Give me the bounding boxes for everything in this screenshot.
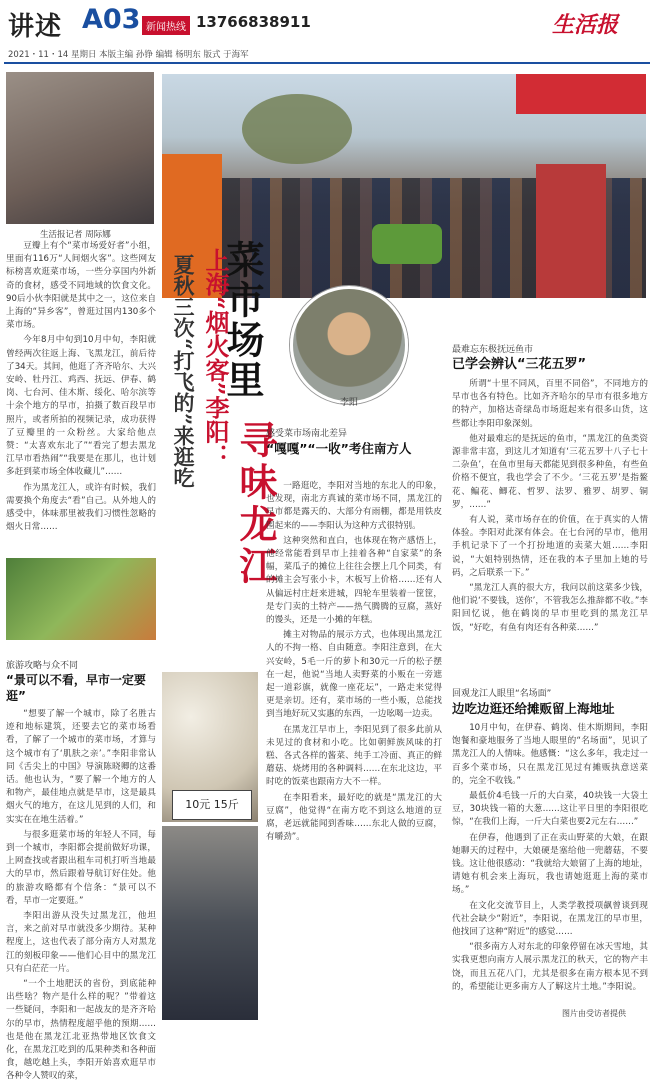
- headline-subtitle-red: 上海“烟火客”李阳：: [201, 248, 230, 468]
- portrait-caption: 李阳: [340, 398, 359, 408]
- newspaper-logo: 生活报: [552, 12, 619, 38]
- lead-paragraph: 今年8月中旬到10月中旬，李阳就曾经两次往返上海、飞黑龙江，前后待了34天。其间，他逛了齐齐哈尔、大兴安岭、牡丹江、鸡西、抚远、伊春、鹤岗、七台河、佳木斯、绥化、哈尔滨等十余个地方的早市，拍摄了数百段早市照片，或者所拍的视频记录，成功获得了豆瓣里的一众粉丝。大家给他点赞：“太喜欢东北了”“看完了想去黑龙江早市看热闹”“我要是在那儿，也计划多赶到菜市场全体收藏儿”……: [6, 335, 156, 478]
- lead-text: [6, 240, 156, 540]
- fish-paragraph: 有人说，菜市场存在的价值，在于真实的人情体验。李阳对此深有体会。在七台河的早市，他用手机记录下了一个打扮地道的卖菜大姐……李阳说，“大姐特别热情，还在我的本子里加上她的号码，之后联系一下。”: [452, 515, 648, 578]
- section-headline-contrast: “嘎嘎”“一收”考住南方人: [266, 441, 412, 456]
- tips-paragraph: “一个土地肥沃的省份，到底能种出些啥？物产是什么样的呢？”带着这一些疑问，李阳和一起战友的是齐齐哈尔的早市，热情程度超乎他的预期……也是他在黑龙江北亚热带地区饮食文化，在黑龙江吃到的瓜果种类和各种面食，越吃越上头，李阳开始喜欢逛早市各种令人赞叹的菜，: [6, 979, 156, 1082]
- portrait-photo: [290, 286, 408, 404]
- fish-paragraph: 所谓“十里不同风，百里不同俗”，不同地方的早市也各有特色。比如齐齐哈尔的早市有很多地方的特产，加格达奇绿岛市场逛起来有很多山货，这些都让李阳印象深刻。: [452, 379, 648, 429]
- fish-text: [452, 378, 648, 678]
- fish-paragraph: 他对最难忘的是抚远的鱼市，“黑龙江的鱼类资源非常丰富，到这儿才知道有‘三花五罗十八子七十二杂鱼’，在鱼市里每天都能见到很多种鱼，有些鱼价格不便宜，我也学会了不少。‘三花五罗’是指鳌花、鳊花、鲫花、哲罗、法罗、雅罗、胡罗、铜罗，……”: [452, 433, 648, 510]
- section-kicker-contrast: 感受菜市场南北差异: [266, 429, 348, 439]
- contrast-text: [266, 480, 442, 1020]
- section-kicker-scenes: 回观龙江人眼里“名场面”: [452, 689, 552, 699]
- lead-paragraph: 作为黑龙江人，或许有时候，我们需要换个角度去“看”自己。从外地人的感受中，体味那里被我们习惯性忽略的烟火日常……: [6, 482, 156, 533]
- reporter-credit: 生活报记者 周际娜: [40, 230, 111, 240]
- headline-title-1: 菜市场里: [220, 240, 265, 400]
- section-kicker-fish: 最难忘东极抚远鱼市: [452, 345, 534, 355]
- section-headline-tips: “景可以不看，早市一定要逛”: [6, 673, 146, 703]
- tips-paragraph: “想要了解一个城市，除了名胜古迹和地标建筑，还要去它的菜市场看看，了解了一个城市的菜市场，才算与这个城市有了‘肌肤之亲’。”李阳非常认同《舌尖上的中国》导演陈晓卿的这番话。他也认为，“要了解一个地方的人和物产，最佳地点就是早市，这是最具烟火气的地方，在这儿见到的人们，和实实在在地生活着。”: [6, 709, 156, 825]
- tips-text: [6, 708, 156, 1082]
- photo-credit: 图片由受访者提供: [562, 1009, 626, 1018]
- hotline-badge: 新闻热线: [142, 16, 190, 35]
- scenes-paragraph: 在文化交流节目上，人类学教授项飙曾谈到现代社会缺少“附近”，李阳说，在黑龙江的早市里，他找回了这种“附近”的感觉……: [452, 900, 648, 938]
- contrast-paragraph: 在李阳看来，最好吃的就是“黑龙江的大豆腐”，他觉得“在南方吃不到这么地道的豆腐，老远就能闻到香味……东北人做的豆腐，有嚼劲”。: [266, 792, 442, 843]
- section-headline-fish: 已学会辨认“三花五罗”: [452, 357, 587, 372]
- fish-paragraph: “黑龙江人真的很大方，我问以前这菜多少钱，他们说‘不要钱，送你’，不管我怎么推辞都不收。”李阳回忆说，他在鹤岗的早市里吃到的黑龙江早饭，“好吃，有鱼有肉还有各种菜……”: [452, 583, 648, 633]
- photo-left-top: [6, 72, 154, 224]
- tips-paragraph: 与很多逛菜市场的年轻人不同，每到一个城市，李阳都会提前做好功课，上网查找或者跟出租车司机打听当地最大的早市，然后跟着导航订好住处。他的旅游攻略都有个信条：“景可以不看，早市一定要逛。”: [6, 829, 156, 906]
- issue-meta: 2021・11・14 星期日 本版主编 孙铮 编辑 杨明东 版式 于海军: [8, 50, 249, 60]
- contrast-paragraph: 在黑龙江早市上，李阳见到了很多此前从未见过的食材和小吃。比如朝鲜族风味的打糕、各式各样的酱菜、纯手工冷面、真正的鲜蘑菇、烧烤用的各种调料……在东北这边，平时吃的饭菜也跟南方大不一样。: [266, 724, 442, 788]
- scenes-text: [452, 722, 648, 1006]
- contrast-paragraph: 这种突然和直白，也体现在物产感悟上，他经常能看到早市上挂着各种“自家菜”的条幅，菜瓜子的摊位上往往会摆上几个同类，有的摊主会写张小卡，木板写上价格……还有人从偏远村庄赶来进城，四轮车里装着一筐筐，是专门卖的土特产——热气腾腾的豆腐，蒸好的馒头，还是一小摊的年糕。: [266, 535, 442, 626]
- price-sign: 10元 15斤: [172, 790, 252, 820]
- lead-paragraph: 豆瓣上有个“菜市场爱好者”小组，里面有116万“人间烟火客”。这些网友标榜喜欢逛菜市场，一些分享国内外新奇的食材，感受不同地域的饮食文化。90后小伙李阳就是其中之一，这位来自上海的“异乡客”，曾逛过国内130多个菜市场。: [6, 241, 156, 331]
- section-headline-scenes: 边吃边逛还给摊贩留上海地址: [452, 701, 615, 716]
- hotline-number: 13766838911: [196, 13, 311, 31]
- masthead: [0, 0, 654, 66]
- tips-paragraph: 李阳出游从没失过黑龙江，他坦言，来之前对早市就没多少期待。某种程度上，这也代表了部分南方人对黑龙江的刻板印象——他们心目中的黑龙江只有白茫茫一片。: [6, 911, 156, 974]
- photo-vegetables: [6, 558, 156, 640]
- scenes-paragraph: 在伊春，他遇到了正在卖山野菜的大娘，在跟她聊天的过程中，大娘硬是塞给他一兜蘑菇，不要钱。这让他很感动：“我就给大娘留了上海的地址，请她有机会来上海玩，我也请她逛逛上海的菜市场。”: [452, 832, 648, 896]
- masthead-rule: [4, 62, 650, 64]
- scenes-paragraph: “很多南方人对东北的印象停留在冰天雪地，其实我更想向南方人展示黑龙江的秋天，它的物产丰饶，而且五花八门，尤其是很多在南方根本见不到的，希望能让更多南方人了解这片土地。”李阳说。: [452, 942, 648, 992]
- photo-vendor: [162, 826, 258, 1020]
- page-code: A03: [82, 4, 141, 35]
- contrast-paragraph: 摊主对物品的展示方式，也体现出黑龙江人的不拘一格、自由随意。李阳注意到，在大兴安岭，5毛一斤的萝卜和30元一斤的松子摆在一起，他说“当地人卖野菜的小贩在一旁遮起一道彩旗，就像一座花坛”，一路走来觉得更是亲切。还有，菜市场的一些小贩，总能找到当地好玩又实惠的东西，一边吆喝一边卖。: [266, 630, 442, 720]
- section-kicker-tips: 旅游攻略与众不同: [6, 661, 79, 671]
- section-name: 讲述: [8, 12, 63, 42]
- contrast-paragraph: 一路逛吃，李阳对当地的东北人的印象，也发现，南北方真诚的菜市场不同，黑龙江的早市都是露天的、大部分有雨棚，都是用铁皮围起来的——李阳认为这种方式很特别。: [266, 481, 442, 531]
- headline-title-2: 寻味龙江: [233, 420, 278, 588]
- scenes-paragraph: 10月中旬，在伊春、鹤岗、佳木斯期间，李阳饱餐和豪地服务了当地人眼里的“名场面”，见识了黑龙江人的人情味。他感慨：“这么多年，我走过一百多个菜市场，只在黑龙江见过有摊贩执意送菜的，完全不收钱。”: [452, 723, 648, 786]
- scenes-paragraph: 最低价4毛钱一斤的大白菜，40块钱一大袋土豆，30块钱一箱的大葱……这让平日里的李阳很吃惊，“在我们上海，一斤大白菜也要2元左右……”: [452, 791, 648, 828]
- headline-subtitle-dark: 夏秋三次“打飞的”来逛吃: [171, 254, 196, 489]
